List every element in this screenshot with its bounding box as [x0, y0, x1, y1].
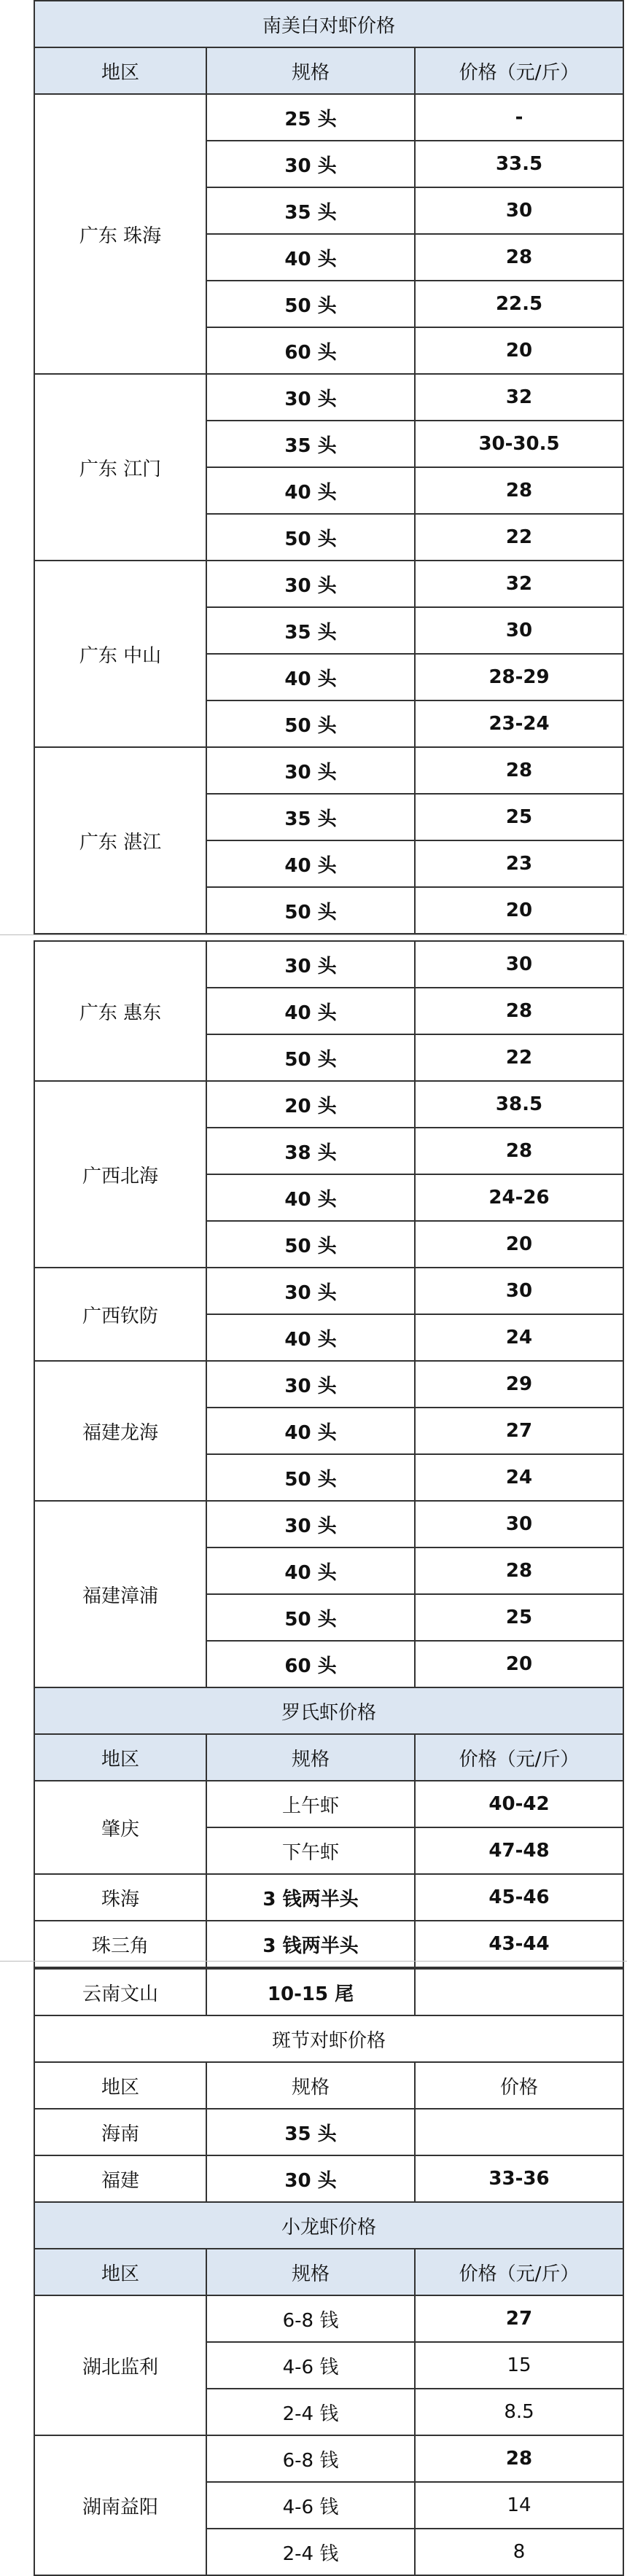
spec-cell: 40 头 [206, 1314, 415, 1361]
price-cell: 28 [415, 747, 623, 794]
price-cell: 20 [415, 887, 623, 934]
spec-cell: 10-15 尾 [206, 1969, 415, 2015]
spec-cell: 下午虾 [206, 1827, 415, 1874]
spec-cell: 30 头 [206, 747, 415, 794]
price-cell: 30 [415, 1268, 623, 1314]
region-cell: 云南文山 [34, 1969, 206, 2015]
col-spec-header: 规格 [206, 2062, 415, 2109]
col-spec-header: 规格 [206, 2249, 415, 2295]
price-cell: 32 [415, 374, 623, 421]
price-cell: 20 [415, 1221, 623, 1268]
spec-cell: 50 头 [206, 887, 415, 934]
spec-cell: 30 头 [206, 1501, 415, 1547]
spec-cell: 60 头 [206, 327, 415, 374]
spec-cell: 40 头 [206, 1547, 415, 1594]
region-cell: 珠三角 [34, 1921, 206, 1967]
price-cell: 20 [415, 1641, 623, 1687]
price-cell: 25 [415, 1594, 623, 1641]
price-cell: - [415, 94, 623, 141]
spec-cell: 35 头 [206, 187, 415, 234]
price-cell: 28 [415, 234, 623, 281]
price-cell: 23-24 [415, 700, 623, 747]
spec-cell: 6-8 钱 [206, 2435, 415, 2482]
spec-cell: 35 头 [206, 794, 415, 840]
col-region-header: 地区 [34, 2249, 206, 2295]
price-cell: 30-30.5 [415, 421, 623, 467]
region-cell: 广西钦防 [34, 1268, 206, 1361]
price-cell: 47-48 [415, 1827, 623, 1874]
price-cell: 27 [415, 1408, 623, 1454]
spec-cell: 35 头 [206, 2109, 415, 2155]
spec-cell: 2-4 钱 [206, 2389, 415, 2435]
region-cell: 福建 [34, 2155, 206, 2202]
col-price-header: 价格（元/斤） [415, 47, 623, 94]
spec-cell: 2-4 钱 [206, 2529, 415, 2575]
spec-cell: 40 头 [206, 234, 415, 281]
price-cell: 30 [415, 607, 623, 654]
region-cell: 肇庆 [34, 1781, 206, 1874]
spec-cell: 4-6 钱 [206, 2342, 415, 2389]
price-cell: 15 [415, 2342, 623, 2389]
price-cell: 33-36 [415, 2155, 623, 2202]
spec-cell: 60 头 [206, 1641, 415, 1687]
col-price-header: 价格 [415, 2062, 623, 2109]
spec-cell: 40 头 [206, 1408, 415, 1454]
col-price-header: 价格（元/斤） [415, 1734, 623, 1781]
price-cell: 22.5 [415, 281, 623, 327]
tiger-shrimp-title: 斑节对虾价格 [34, 2015, 623, 2062]
spec-cell: 3 钱两半头 [206, 1874, 415, 1921]
price-cell: 24 [415, 1314, 623, 1361]
price-cell: 28 [415, 1547, 623, 1594]
price-cell: 14 [415, 2482, 623, 2529]
spec-cell: 30 头 [206, 1361, 415, 1408]
spec-cell: 3 钱两半头 [206, 1921, 415, 1967]
spec-cell: 50 头 [206, 1454, 415, 1501]
price-cell: 30 [415, 1501, 623, 1547]
price-cell: 25 [415, 794, 623, 840]
price-cell: 24 [415, 1454, 623, 1501]
price-cell: 38.5 [415, 1081, 623, 1128]
price-cell: 22 [415, 514, 623, 561]
region-cell: 福建漳浦 [34, 1501, 206, 1687]
page-break [0, 934, 627, 940]
spec-cell: 38 头 [206, 1128, 415, 1174]
region-cell: 广东 珠海 [34, 94, 206, 374]
spec-cell: 30 头 [206, 941, 415, 988]
price-cell: 22 [415, 1034, 623, 1081]
price-cell: 27 [415, 2295, 623, 2342]
price-cell: 30 [415, 941, 623, 988]
price-cell: 28 [415, 1128, 623, 1174]
price-cell: 29 [415, 1361, 623, 1408]
white-shrimp-title: 南美白对虾价格 [34, 1, 623, 47]
price-cell: 45-46 [415, 1874, 623, 1921]
spec-cell: 30 头 [206, 141, 415, 187]
region-cell: 广东 湛江 [34, 747, 206, 934]
region-cell: 湖北监利 [34, 2295, 206, 2435]
spec-cell: 4-6 钱 [206, 2482, 415, 2529]
col-spec-header: 规格 [206, 1734, 415, 1781]
rosenbergii-title: 罗氏虾价格 [34, 1687, 623, 1734]
price-cell: 33.5 [415, 141, 623, 187]
spec-cell: 30 头 [206, 1268, 415, 1314]
price-cell: 20 [415, 327, 623, 374]
spec-cell: 40 头 [206, 1174, 415, 1221]
spec-cell: 50 头 [206, 514, 415, 561]
spec-cell: 50 头 [206, 1221, 415, 1268]
region-cell: 海南 [34, 2109, 206, 2155]
spec-cell: 20 头 [206, 1081, 415, 1128]
col-region-header: 地区 [34, 2062, 206, 2109]
table-tiger-and-crayfish [34, 1968, 624, 2576]
spec-cell: 上午虾 [206, 1781, 415, 1827]
region-cell: 广东 惠东 [34, 941, 206, 1081]
spec-cell: 30 头 [206, 561, 415, 607]
region-cell: 珠海 [34, 1874, 206, 1921]
price-cell: 30 [415, 187, 623, 234]
spec-cell: 25 头 [206, 94, 415, 141]
spec-cell: 40 头 [206, 840, 415, 887]
region-cell: 湖南益阳 [34, 2435, 206, 2575]
price-cell: 23 [415, 840, 623, 887]
table-white-shrimp-continued [34, 940, 624, 1968]
spec-cell: 40 头 [206, 654, 415, 700]
table-white-shrimp [34, 0, 624, 934]
spec-cell: 30 头 [206, 2155, 415, 2202]
region-cell: 福建龙海 [34, 1361, 206, 1501]
price-cell: 28 [415, 467, 623, 514]
spec-cell: 50 头 [206, 1034, 415, 1081]
spec-cell: 50 头 [206, 1594, 415, 1641]
region-cell: 广西北海 [34, 1081, 206, 1268]
spec-cell: 40 头 [206, 467, 415, 514]
price-cell: 8 [415, 2529, 623, 2575]
spec-cell: 40 头 [206, 988, 415, 1034]
spec-cell: 30 头 [206, 374, 415, 421]
region-cell: 广东 中山 [34, 561, 206, 747]
price-cell: 40-42 [415, 1781, 623, 1827]
price-cell: 8.5 [415, 2389, 623, 2435]
price-cell: 43-44 [415, 1921, 623, 1967]
price-cell: 28 [415, 988, 623, 1034]
spec-cell: 35 头 [206, 607, 415, 654]
price-cell [415, 1969, 623, 2015]
spec-cell: 35 头 [206, 421, 415, 467]
page-break [0, 1961, 627, 1966]
price-cell: 28 [415, 2435, 623, 2482]
price-cell: 24-26 [415, 1174, 623, 1221]
col-price-header: 价格（元/斤） [415, 2249, 623, 2295]
spec-cell: 50 头 [206, 700, 415, 747]
region-cell: 广东 江门 [34, 374, 206, 561]
price-cell: 32 [415, 561, 623, 607]
spec-cell: 6-8 钱 [206, 2295, 415, 2342]
price-cell [415, 2109, 623, 2155]
col-region-header: 地区 [34, 47, 206, 94]
price-cell: 28-29 [415, 654, 623, 700]
col-spec-header: 规格 [206, 47, 415, 94]
col-region-header: 地区 [34, 1734, 206, 1781]
crayfish-title: 小龙虾价格 [34, 2202, 623, 2249]
spec-cell: 50 头 [206, 281, 415, 327]
